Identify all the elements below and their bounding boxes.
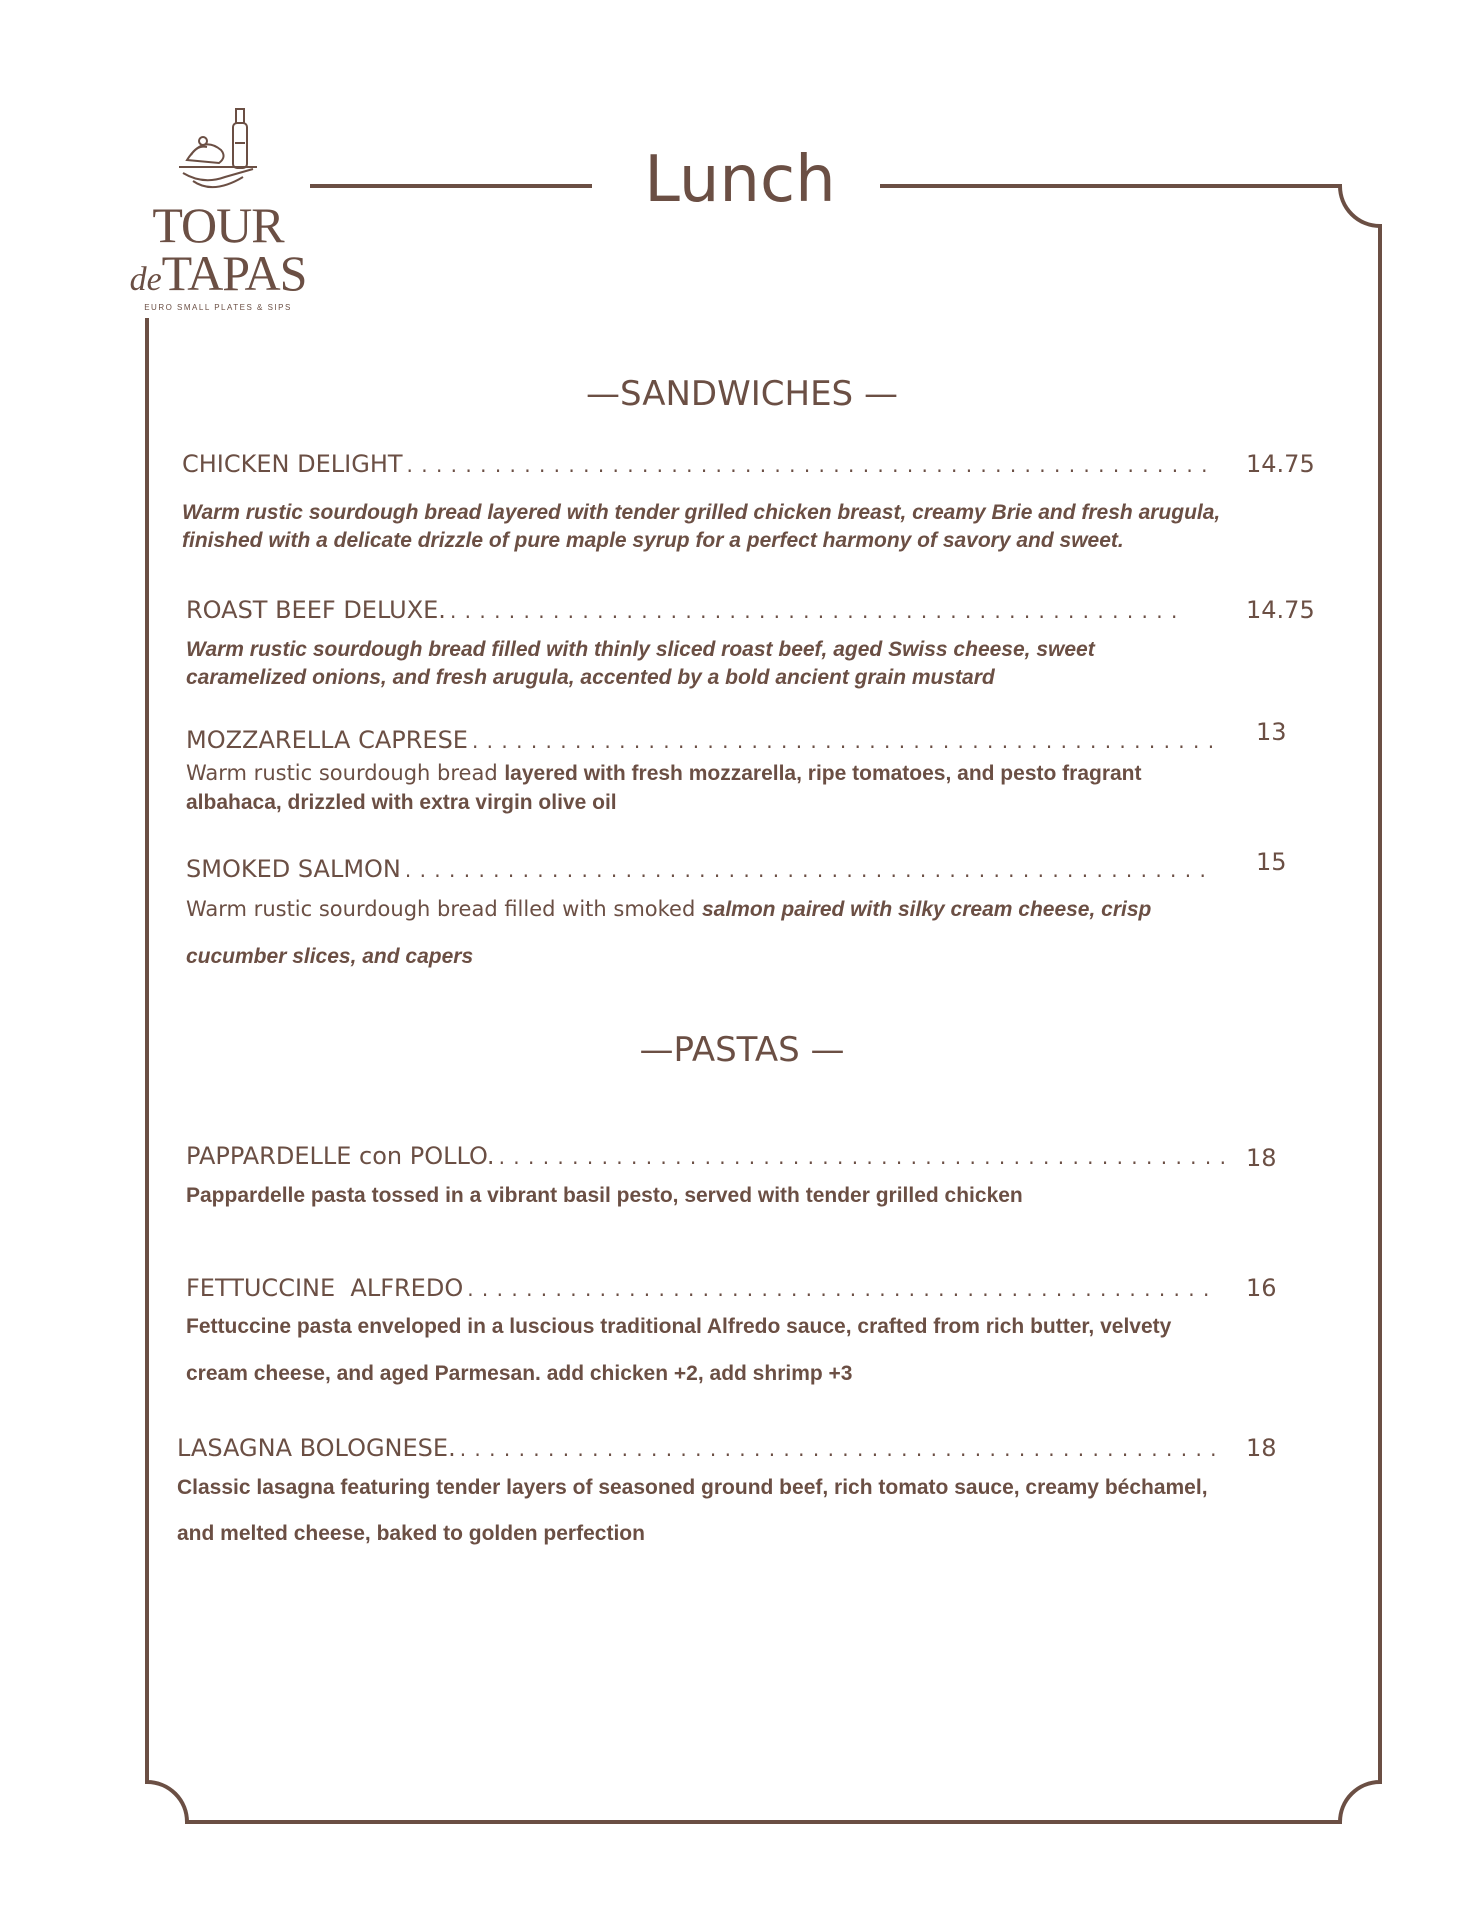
item-name: CHICKEN DELIGHT (182, 450, 403, 478)
item-price: 15 (1256, 848, 1287, 876)
item-description-bold: layered with fresh mozzarella, ripe tomatoes, and pesto fragrant (504, 762, 1142, 785)
item-name: LASAGNA BOLOGNESE. (177, 1434, 456, 1462)
menu-item-mozzarella-caprese (186, 726, 1222, 754)
item-name: FETTUCCINE ALFREDO (186, 1274, 464, 1302)
item-description (186, 895, 1286, 924)
item-description-line2: cucumber slices, and capers (186, 945, 474, 968)
item-description: Warm rustic sourdough bread layered with tender grilled chicken breast, creamy Brie and fresh arugula, finished with a delicate drizzle of pure maple syrup for a perfect harmony of savory and sweet. (182, 501, 1221, 552)
item-name: MOZZARELLA CAPRESE (186, 726, 468, 754)
item-description (186, 759, 1286, 788)
item-price: 18 (1246, 1434, 1277, 1462)
section-heading-sandwiches: —SANDWICHES — (586, 374, 898, 414)
menu-item-lasagna-bolognese (177, 1434, 1217, 1462)
item-description: Pappardelle pasta tossed in a vibrant basil pesto, served with tender grilled chicken (186, 1184, 1023, 1207)
section-heading-pastas: —PASTAS — (639, 1030, 845, 1070)
item-name: PAPPARDELLE con POLLO. (186, 1142, 495, 1170)
item-price: 18 (1246, 1144, 1277, 1172)
dot-leader (403, 450, 1212, 478)
item-description-bold: salmon paired with silky cream cheese, crisp (701, 898, 1152, 921)
item-description-line1: Fettuccine pasta enveloped in a luscious traditional Alfredo sauce, crafted from rich butter, velvety (186, 1315, 1172, 1338)
brand-tagline: EURO SMALL PLATES & SIPS (144, 303, 292, 312)
page-title: Lunch (644, 143, 836, 217)
item-description-plain: Warm rustic sourdough bread (186, 761, 505, 785)
item-description-line1: Classic lasagna featuring tender layers of seasoned ground beef, rich tomato sauce, creamy béchamel, (177, 1476, 1208, 1499)
item-description-line2: cream cheese, and aged Parmesan. add chicken +2, add shrimp +3 (186, 1362, 853, 1385)
dot-leader (401, 855, 1204, 883)
item-description-plain: Warm rustic sourdough bread filled with smoked (186, 897, 702, 921)
brand-name-line1: TOUR (152, 197, 284, 253)
menu-item-chicken-delight (182, 450, 1212, 478)
item-name: SMOKED SALMON (186, 855, 401, 883)
dot-leader (468, 726, 1222, 754)
item-description-line2: and melted cheese, baked to golden perfection (177, 1522, 645, 1545)
brand-script-de: de (129, 261, 162, 298)
menu-item-roast-beef-deluxe (186, 596, 1176, 624)
brand-name-tapas: TAPAS (161, 245, 307, 301)
dot-leader (495, 1142, 1226, 1170)
item-price: 14.75 (1246, 450, 1315, 478)
menu-item-smoked-salmon (186, 855, 1204, 883)
brand-name-line2 (118, 245, 318, 305)
item-price: 13 (1256, 718, 1287, 746)
item-price: 16 (1246, 1274, 1277, 1302)
item-description: Warm rustic sourdough bread filled with thinly sliced roast beef, aged Swiss cheese, sweet caramelized onions, and fresh arugula, accented by a bold ancient grain mustard (186, 638, 1095, 689)
dot-leader (446, 596, 1176, 624)
item-name: ROAST BEEF DELUXE. (186, 596, 446, 624)
item-description-line2: albahaca, drizzled with extra virgin olive oil (186, 791, 617, 814)
dot-leader (463, 1274, 1218, 1302)
menu-item-pappardelle-con-pollo (186, 1142, 1226, 1170)
brand-logo (118, 105, 318, 320)
menu-item-fettuccine-alfredo (186, 1274, 1218, 1302)
waiter-tray-icon (173, 105, 263, 200)
item-price: 14.75 (1246, 596, 1315, 624)
dot-leader (456, 1434, 1217, 1462)
